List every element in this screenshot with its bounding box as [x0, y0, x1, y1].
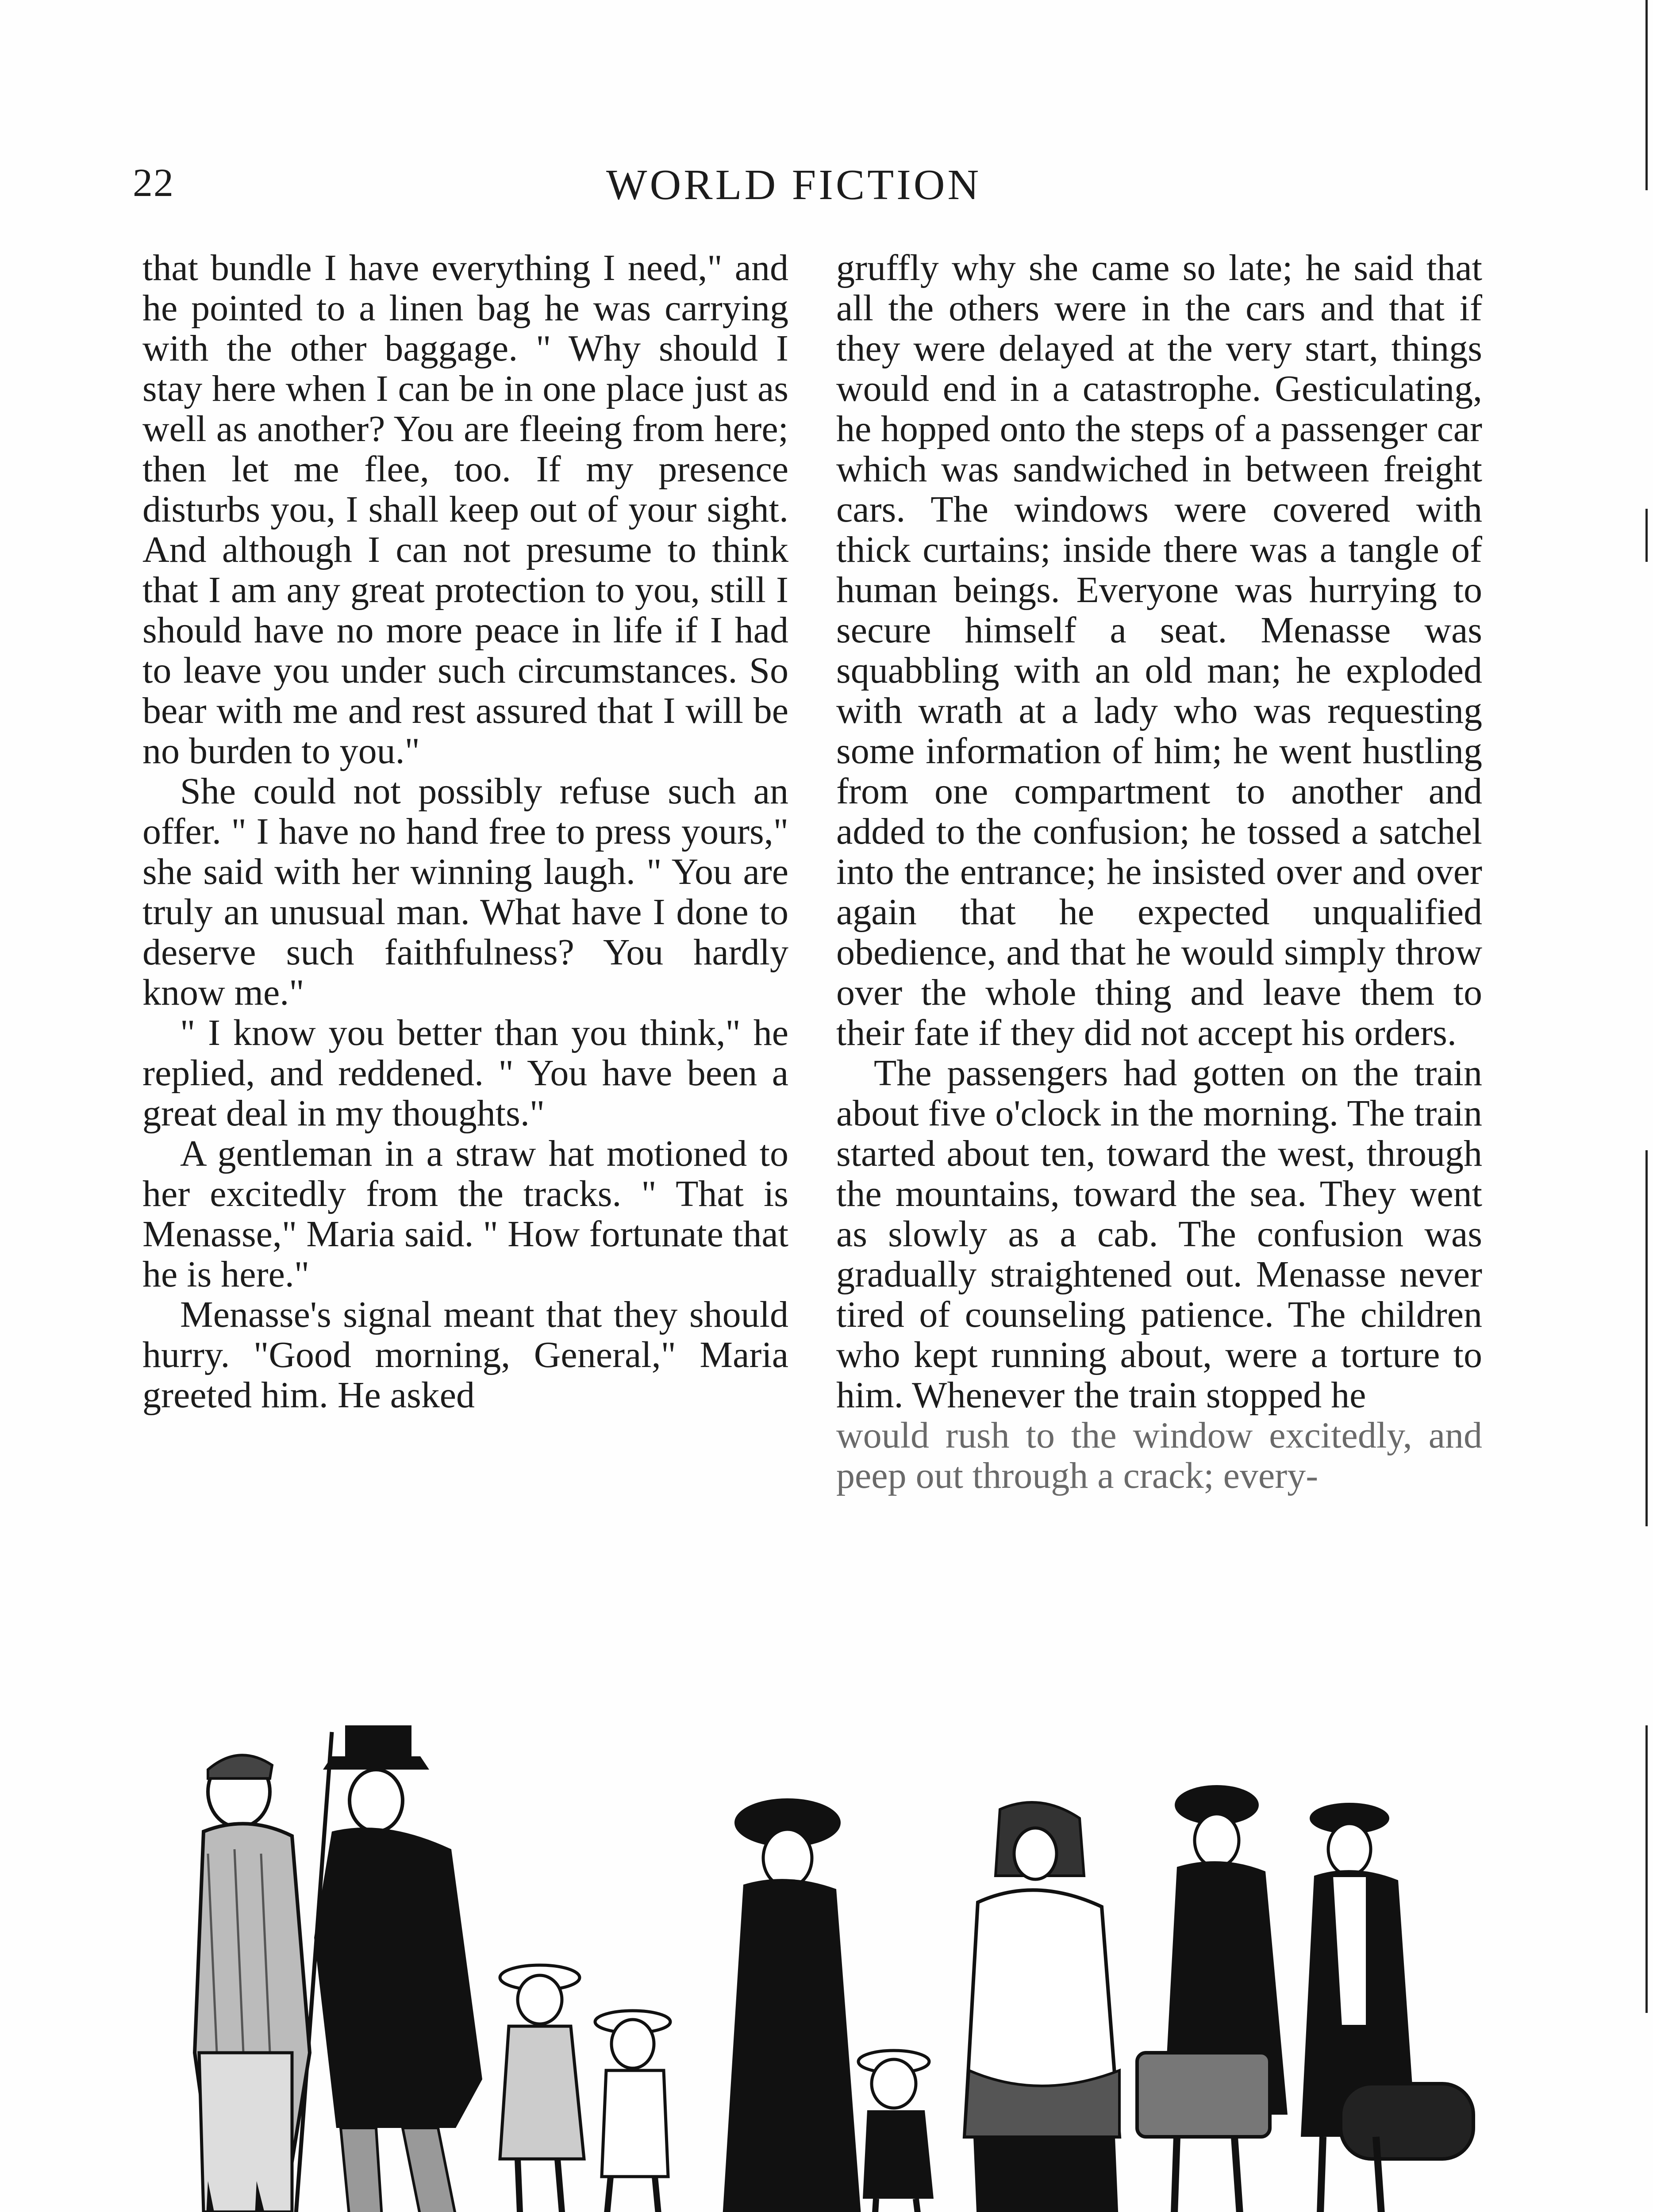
left-text-column: [142, 248, 788, 1415]
right-text-column: [836, 248, 1482, 1496]
page-edge-line-mid: [1645, 509, 1648, 562]
paragraph: that bundle I have everything I need," and he pointed to a linen bag he was carrying with the other baggage. " Why should I stay here when I can be in one place just as well as another? You are fleeing from here; then let me flee, too. If my presence disturbs you, I shall keep out of your sight. And although I can not presume to think that I am any great protection to you, still I should have no more peace in life if I had to leave you under such circumstances. So bear with me and rest assured that I will be no burden to you.": [142, 247, 788, 772]
figure-man-in-black-coat: [314, 1725, 482, 2212]
figure-woman-carrying-bags: [1137, 1785, 1288, 2212]
figure-woman-in-black: [721, 1798, 863, 2212]
page-edge-line-bottom: [1645, 1725, 1648, 2013]
page-number: 22: [133, 161, 174, 205]
paragraph: Menasse's signal meant that they should hurry. "Good morning, General," Maria greeted him. He asked: [142, 1294, 788, 1416]
figure-woman-in-shawl: [965, 1802, 1119, 2212]
paragraph: " I know you better than you think," he replied, and reddened. " You have been a great deal in my thoughts.": [142, 1012, 788, 1134]
figure-man-with-staff: [195, 1732, 332, 2212]
paragraph: would rush to the window excitedly, and peep out through a crack; every-: [836, 1415, 1482, 1496]
page-edge-line-lower: [1645, 1150, 1648, 1526]
figure-child-in-hat: [500, 1965, 584, 2212]
paragraph: She could not possibly refuse such an offer. " I have no hand free to press yours," she said with her winning laugh. " You are truly an unusual man. What have I done to deserve such faithfulness? You hardly know me.": [142, 771, 788, 1013]
figure-boy: [595, 2011, 670, 2212]
paragraph: The passengers had gotten on the train about five o'clock in the morning. The train started about ten, toward the west, through the mountains, toward the sea. They went as slowly as a cab. The confusion was gradually straightened out. Menasse never tired of counseling patience. The children who kept running about, were a torture to him. Whenever the train stopped he: [836, 1052, 1482, 1416]
figure-woman-with-scarf: [1301, 1803, 1473, 2212]
page-edge-line-top: [1645, 0, 1648, 190]
paragraph: gruffly why she came so late; he said that all the others were in the cars and that if they were delayed at the very start, things would end in a catastrophe. Gesticulating, he hopped onto the steps of a passenger car which was sandwiched in between freight cars. The windows were covered with thick curtains; inside there was a tangle of human beings. Everyone was hurrying to secure himself a seat. Menasse was squabbling with an old man; he exploded with wrath at a lady who was requesting some information of him; he went hustling from one compartment to another and added to the confusion; he tossed a satchel into the entrance; he insisted over and over again that he expected unqualified obedience, and that he would simply throw over the whole thing and leave them to their fate if they did not accept his orders.: [836, 247, 1482, 1053]
refugee-procession-illustration: [146, 1717, 1491, 2212]
running-title: WORLD FICTION: [606, 161, 982, 209]
figure-small-child: [858, 2051, 934, 2212]
paragraph: A gentleman in a straw hat motioned to her excitedly from the tracks. " That is Menasse," Maria said. " How fortunate that he is here.": [142, 1133, 788, 1295]
